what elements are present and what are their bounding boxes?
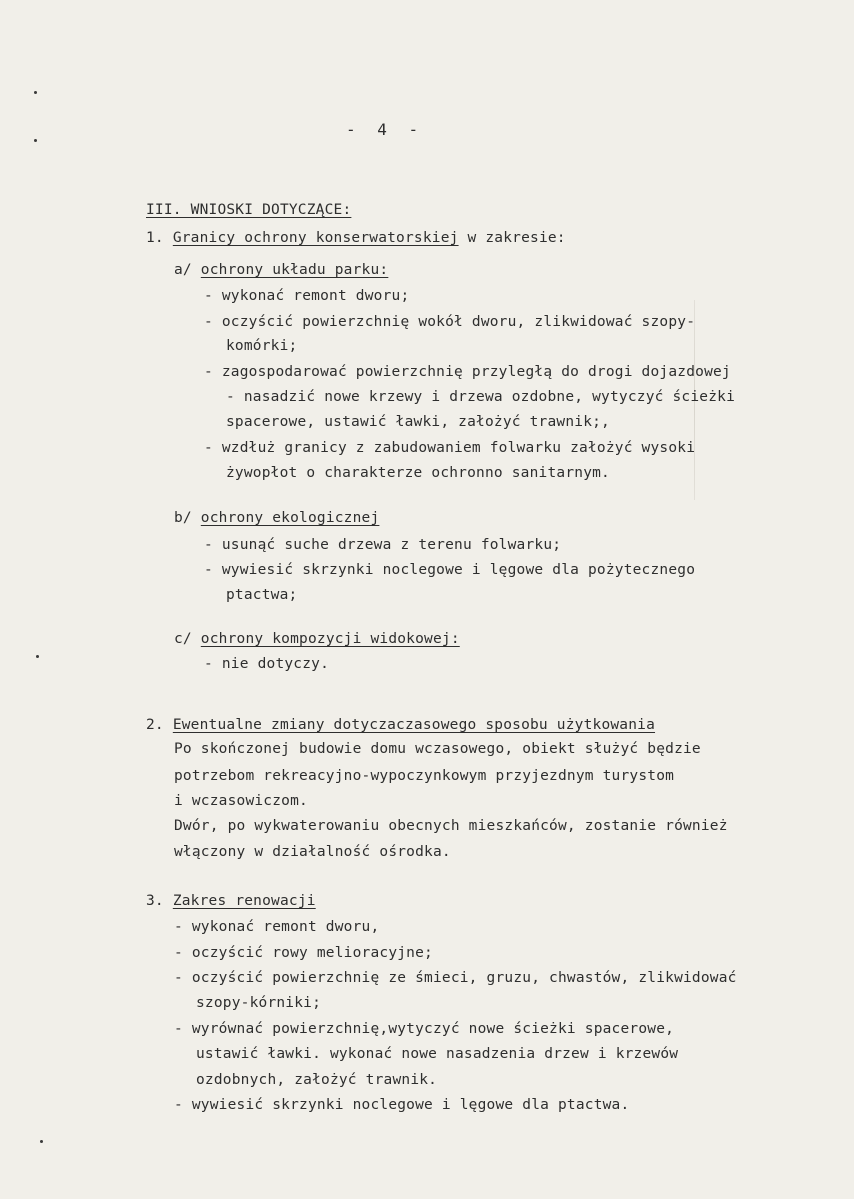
- list-item: - zagospodarować powierzchnię przyległą do drogi dojazdowej: [204, 364, 731, 380]
- paragraph-line: potrzebom rekreacyjno-wypoczynkowym przyjezdnym turystom: [174, 768, 675, 784]
- list-item: komórki;: [226, 338, 298, 354]
- section-2-title: Ewentualne zmiany dotyczaczasowego sposobu użytkowania: [172, 717, 656, 733]
- subsection-b-heading: [174, 509, 379, 527]
- subsection-a-title: ochrony układu parku:: [200, 262, 389, 278]
- margin-mark: [36, 655, 39, 658]
- list-item: - oczyścić powierzchnię wokół dworu, zlikwidować szopy-: [204, 314, 696, 330]
- section-1-title-suffix: w zakresie:: [458, 230, 566, 246]
- section-3-number: 3.: [146, 893, 164, 909]
- paragraph-line: Po skończonej budowie domu wczasowego, obiekt służyć będzie: [174, 741, 701, 757]
- subsection-b-label: b/: [174, 510, 201, 526]
- margin-mark: [34, 139, 37, 142]
- list-item: - wykonać remont dworu;: [204, 288, 410, 304]
- paragraph-line: włączony w działalność ośrodka.: [174, 844, 451, 860]
- subsection-a-heading: [174, 261, 388, 279]
- list-item: żywopłot o charakterze ochronno sanitarnym.: [226, 465, 610, 481]
- section-heading: III. WNIOSKI DOTYCZĄCE:: [146, 202, 352, 218]
- list-item: - nie dotyczy.: [204, 656, 330, 672]
- list-item: ustawić ławki. wykonać nowe nasadzenia drzew i krzewów: [196, 1046, 679, 1062]
- section-2-heading: [146, 716, 655, 734]
- list-item: - wzdłuż granicy z zabudowaniem folwarku założyć wysoki: [204, 440, 696, 456]
- list-item: - wykonać remont dworu,: [174, 919, 380, 935]
- margin-mark: [40, 1140, 43, 1143]
- subsection-a-label: a/: [174, 262, 201, 278]
- section-1-number: 1.: [146, 230, 164, 246]
- list-item: ozdobnych, założyć trawnik.: [196, 1072, 438, 1088]
- list-item: - wywiesić skrzynki noclegowe i lęgowe dla pożytecznego: [204, 562, 696, 578]
- section-1-title: Granicy ochrony konserwatorskiej: [172, 230, 459, 246]
- list-item: ptactwa;: [226, 587, 298, 603]
- list-item: - oczyścić powierzchnię ze śmieci, gruzu, chwastów, zlikwidować: [174, 970, 737, 986]
- list-item: szopy-kórniki;: [196, 995, 322, 1011]
- section-3-title: Zakres renowacji: [172, 893, 316, 909]
- subsection-c-heading: [174, 630, 460, 648]
- list-item: - wyrównać powierzchnię,wytyczyć nowe ścieżki spacerowe,: [174, 1021, 675, 1037]
- paragraph-line: i wczasowiczom.: [174, 793, 308, 809]
- section-2-number: 2.: [146, 717, 164, 733]
- subsection-c-label: c/: [174, 631, 201, 647]
- subsection-c-title: ochrony kompozycji widokowej:: [200, 631, 460, 647]
- margin-mark: [34, 91, 37, 94]
- section-1-heading: [146, 229, 566, 247]
- section-3-heading: [146, 892, 316, 910]
- subsection-b-title: ochrony ekologicznej: [200, 510, 380, 526]
- list-item: spacerowe, ustawić ławki, założyć trawnik;,: [226, 414, 610, 430]
- page-number: - 4 -: [346, 120, 425, 139]
- paragraph-line: Dwór, po wykwaterowaniu obecnych mieszkańców, zostanie również: [174, 818, 728, 834]
- list-item: - usunąć suche drzewa z terenu folwarku;: [204, 537, 562, 553]
- list-item: - oczyścić rowy melioracyjne;: [174, 945, 433, 961]
- list-item: - wywiesić skrzynki noclegowe i lęgowe dla ptactwa.: [174, 1097, 630, 1113]
- list-item: - nasadzić nowe krzewy i drzewa ozdobne, wytyczyć ścieżki: [226, 389, 735, 405]
